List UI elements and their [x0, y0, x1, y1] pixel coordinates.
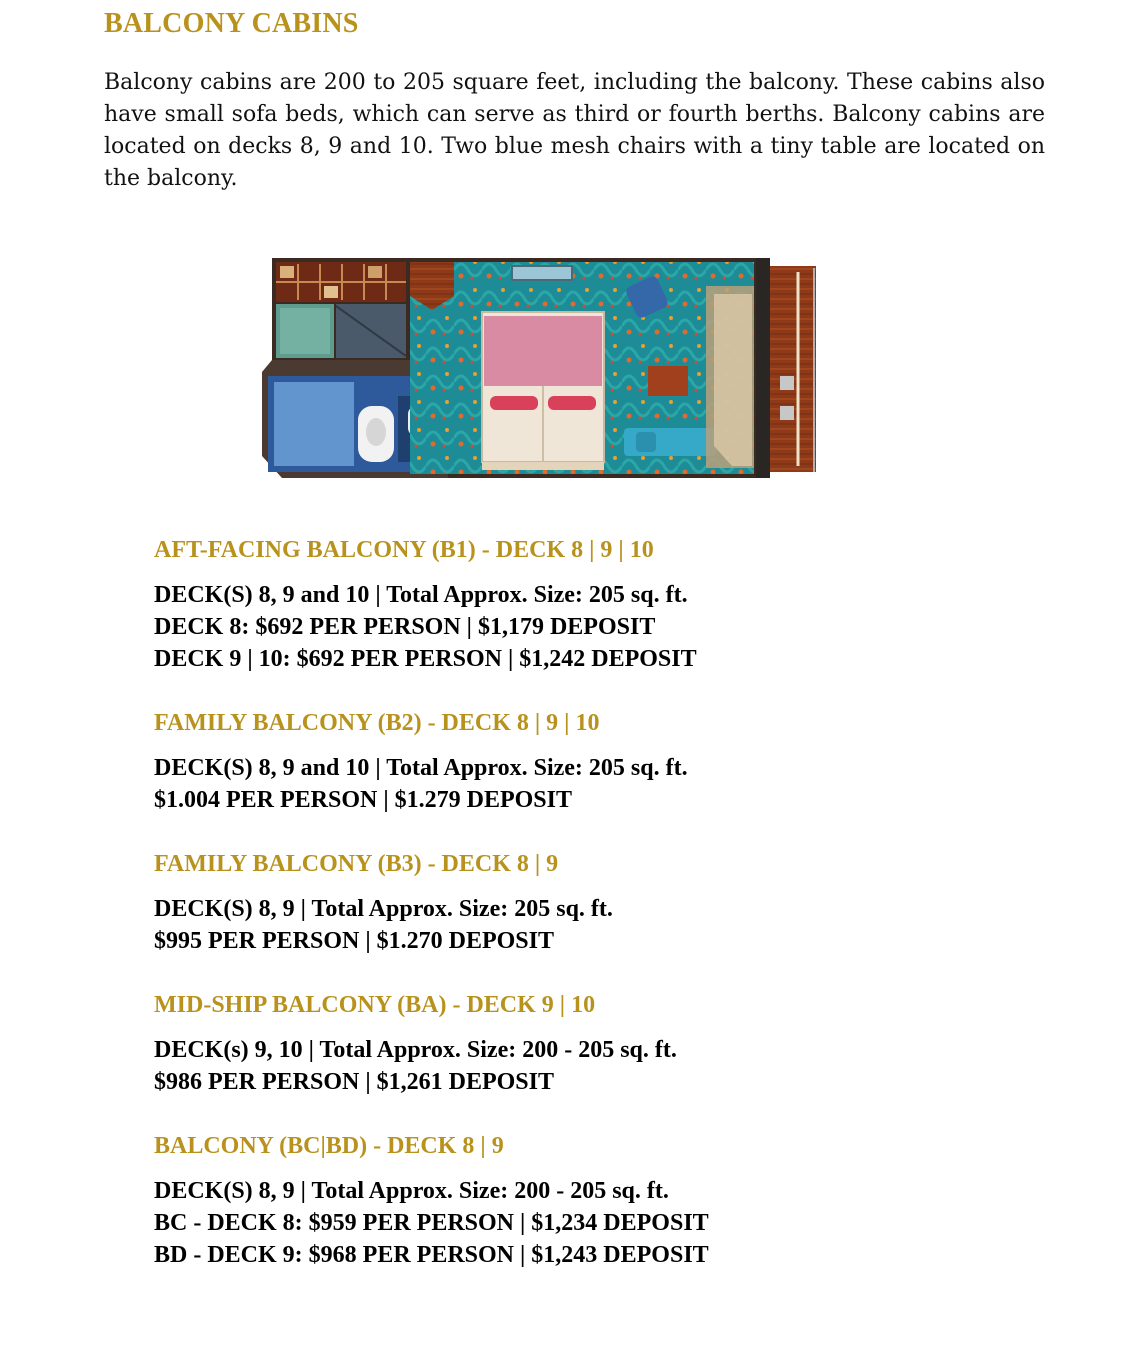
detail-line: $986 PER PERSON | $1,261 DEPOSIT: [154, 1069, 554, 1095]
section-heading: BALCONY (BC|BD) - DECK 8 | 9: [154, 1133, 504, 1159]
section-balcony-bc-bd: [154, 1130, 914, 1271]
cabin-categories: [154, 534, 914, 1303]
section-heading: FAMILY BALCONY (B3) - DECK 8 | 9: [154, 851, 559, 877]
intro-paragraph: Balcony cabins are 200 to 205 square feet, including the balcony. These cabins also have small sofa beds, which can serve as third or fourth berths. Balcony cabins are located on decks 8, 9 and 10. Two blue mesh chairs with a tiny table are located on the balcony.: [104, 70, 1045, 191]
detail-line: $995 PER PERSON | $1.270 DEPOSIT: [154, 928, 554, 954]
detail-line: DECK(s) 9, 10 | Total Approx. Size: 200 - 205 sq. ft.: [154, 1037, 677, 1063]
section-heading: FAMILY BALCONY (B2) - DECK 8 | 9 | 10: [154, 710, 600, 736]
detail-line: DECK(S) 8, 9 and 10 | Total Approx. Size: 205 sq. ft.: [154, 582, 688, 608]
detail-line: DECK(S) 8, 9 | Total Approx. Size: 205 sq. ft.: [154, 896, 613, 922]
detail-line: DECK(S) 8, 9 | Total Approx. Size: 200 - 205 sq. ft.: [154, 1178, 669, 1204]
detail-line: BD - DECK 9: $968 PER PERSON | $1,243 DEPOSIT: [154, 1242, 709, 1268]
section-mid-ship-balcony-ba: [154, 989, 914, 1098]
detail-line: DECK(S) 8, 9 and 10 | Total Approx. Size: 205 sq. ft.: [154, 755, 688, 781]
section-family-balcony-b2: [154, 707, 914, 816]
detail-line: DECK 9 | 10: $692 PER PERSON | $1,242 DEPOSIT: [154, 646, 697, 672]
section-aft-facing-balcony-b1: [154, 534, 914, 675]
section-heading: AFT-FACING BALCONY (B1) - DECK 8 | 9 | 10: [154, 537, 654, 563]
cabin-floorplan-image: [258, 256, 818, 480]
section-family-balcony-b3: [154, 848, 914, 957]
detail-line: DECK 8: $692 PER PERSON | $1,179 DEPOSIT: [154, 614, 656, 640]
detail-line: BC - DECK 8: $959 PER PERSON | $1,234 DEPOSIT: [154, 1210, 709, 1236]
detail-line: $1.004 PER PERSON | $1.279 DEPOSIT: [154, 787, 572, 813]
page-title: BALCONY CABINS: [104, 8, 359, 39]
section-heading: MID-SHIP BALCONY (BA) - DECK 9 | 10: [154, 992, 596, 1018]
